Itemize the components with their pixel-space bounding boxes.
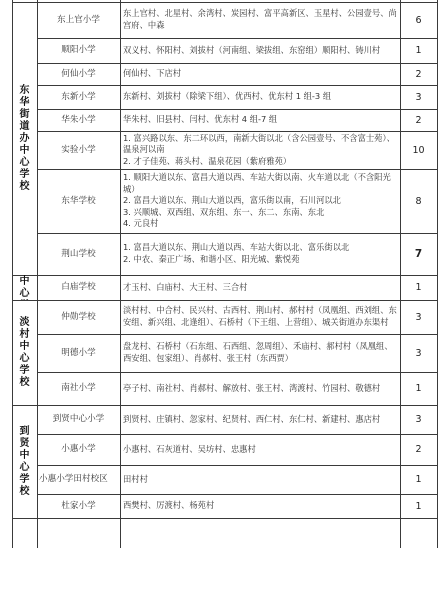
- count-value: 6: [415, 14, 422, 26]
- school-label: 明德小学: [61, 347, 96, 358]
- class-count: [400, 300, 437, 334]
- district-name: [12, 300, 37, 405]
- class-count: [400, 38, 437, 63]
- count-value: 3: [415, 347, 422, 359]
- school-name: [37, 109, 120, 131]
- count-value: 1: [415, 45, 422, 56]
- class-count: [400, 169, 437, 233]
- district-label: 东华街道办中心学校: [19, 84, 30, 192]
- catchment-text: 何仙村、下店村: [123, 68, 182, 79]
- class-count: [400, 275, 437, 300]
- school-name: [37, 300, 120, 334]
- enrollment-zone-table: [12, 0, 437, 589]
- class-count: [400, 109, 437, 131]
- catchment-area: [120, 300, 400, 334]
- school-name: [37, 405, 120, 434]
- class-count: [400, 465, 437, 494]
- school-label: 东华学校: [61, 195, 96, 206]
- school-label: 何仙小学: [61, 68, 96, 79]
- school-name: [37, 334, 120, 372]
- school-name: [37, 434, 120, 465]
- catchment-area: [120, 334, 400, 372]
- catchment-area: [120, 494, 400, 518]
- school-label: 到贤中心小学: [52, 414, 105, 424]
- catchment-text: 双义村、怀阳村、刘拔村（河南组、梁拔组、东窑组）顺阳村、铸川村: [123, 44, 381, 55]
- school-label: 顺阳小学: [61, 45, 96, 55]
- class-count: [400, 2, 437, 38]
- school-name: [37, 275, 120, 300]
- school-label: 南社小学: [61, 383, 96, 393]
- district-name: [12, 2, 37, 275]
- school-label: 白庙学校: [61, 282, 96, 292]
- catchment-area: [120, 233, 400, 275]
- catchment-area: [120, 2, 400, 38]
- catchment-text: 才玉村、白庙村、大王村、三合村: [123, 281, 248, 292]
- table-rule: [12, 518, 438, 519]
- catchment-area: [120, 405, 400, 434]
- catchment-area: [120, 169, 400, 233]
- catchment-text: 1. 富昌大道以东、荆山大道以西、车站大街以北、富乐街以北 2. 中农、秦正广场、和谐小区、阳光城、紫悦苑: [123, 242, 350, 264]
- school-name: [37, 131, 120, 169]
- school-name: [37, 2, 120, 38]
- school-name: [37, 465, 120, 494]
- class-count: [400, 434, 437, 465]
- catchment-area: [120, 372, 400, 405]
- catchment-area: [120, 434, 400, 465]
- district-name: [12, 275, 37, 300]
- count-value: 1: [415, 500, 422, 512]
- catchment-area: [120, 38, 400, 63]
- catchment-text: 1. 富兴路以东、东二环以西，南新大街以北（含公园壹号、不含富士苑）、温泉河以南 2. 才子佳苑、蒋头村、温泉花园（紫府雅苑）: [123, 132, 395, 166]
- class-count: [400, 494, 437, 518]
- count-value: 10: [412, 144, 425, 156]
- catchment-text: 东新村、刘拔村（除梁下组）、优西村、优东村 1 组-3 组: [123, 91, 332, 102]
- count-value: 7: [414, 248, 423, 260]
- school-name: [37, 494, 120, 518]
- school-label: 东新小学: [61, 91, 96, 102]
- school-label: 华朱小学: [61, 114, 96, 125]
- count-value: 1: [415, 383, 422, 394]
- catchment-area: [120, 85, 400, 109]
- class-count: [400, 233, 437, 275]
- catchment-area: [120, 63, 400, 85]
- catchment-text: 东上官村、北星村、余湾村、炭园村、富平高新区、玉星村、公园壹号、尚宫府、中森: [123, 8, 397, 30]
- class-count: [400, 334, 437, 372]
- count-value: 3: [415, 414, 422, 425]
- catchment-text: 华朱村、旧县村、闫村、优东村 4 组-7 组: [123, 114, 278, 125]
- school-name: [37, 38, 120, 63]
- catchment-area: [120, 131, 400, 169]
- catchment-text: 西樊村、厉渡村、杨苑村: [123, 500, 215, 511]
- school-name: [37, 169, 120, 233]
- class-count: [400, 85, 437, 109]
- count-value: 3: [415, 91, 422, 103]
- school-label: 小惠小学: [61, 444, 96, 454]
- district-name: [12, 405, 37, 518]
- catchment-area: [120, 275, 400, 300]
- school-name: [37, 85, 120, 109]
- district-label: 中心: [19, 275, 30, 299]
- catchment-text: 到贤村、庄镇村、忽家村、纪贤村、西仁村、东仁村、新建村、惠店村: [123, 413, 381, 424]
- catchment-text: 盘龙村、石桥村（石东组、石西组、忽周组）、禾庙村、郝村村（凤凰组、西安组、包家组）、肖郝村、张王村（东西贾）: [123, 341, 393, 363]
- catchment-text: 淡村村、中合村、民兴村、古西村、荆山村、郝村村（凤凰组、西刘组、东安组、新兴组、北逢组）、石桥村（下王组、上营组）、城关街道办东渠村: [123, 305, 397, 327]
- school-label: 仲勋学校: [61, 311, 96, 322]
- class-count: [400, 372, 437, 405]
- count-value: 1: [415, 474, 422, 485]
- count-value: 2: [415, 114, 422, 126]
- catchment-text: 亭子村、南社村、肖郝村、解放村、张王村、湾渡村、竹园村、敬德村: [123, 382, 381, 393]
- district-label: 到贤中心学校: [19, 425, 30, 497]
- count-value: 3: [415, 311, 422, 323]
- count-value: 2: [415, 68, 422, 80]
- catchment-text: 1. 顺阳大道以东、富昌大道以西、车站大街以南、火车道以北（不含阳光城） 2. 富昌大道以东、荆山大道以西，富乐街以南，石川河以北 3. 兴顺城、双西组、双东组、东一、东二、东南、东北 4. 元良村: [123, 172, 391, 229]
- school-label: 杜家小学: [61, 500, 96, 511]
- school-label: 小惠小学田村校区: [39, 474, 108, 484]
- catchment-text: 小惠村、石灰道村、吴坊村、忠惠村: [123, 443, 256, 454]
- class-count: [400, 405, 437, 434]
- class-count: [400, 131, 437, 169]
- school-label: 荆山学校: [61, 248, 96, 259]
- school-name: [37, 63, 120, 85]
- count-value: 2: [415, 444, 422, 455]
- school-label: 实验小学: [61, 144, 96, 155]
- school-name: [37, 233, 120, 275]
- count-value: 1: [415, 282, 422, 293]
- class-count: [400, 63, 437, 85]
- school-label: 东上官小学: [57, 14, 100, 25]
- school-name: [37, 372, 120, 405]
- catchment-area: [120, 465, 400, 494]
- catchment-text: 田村村: [123, 473, 148, 484]
- district-label: 淡村中心学校: [19, 316, 30, 388]
- count-value: 8: [415, 195, 422, 207]
- table-rule: [12, 2, 438, 3]
- catchment-area: [120, 109, 400, 131]
